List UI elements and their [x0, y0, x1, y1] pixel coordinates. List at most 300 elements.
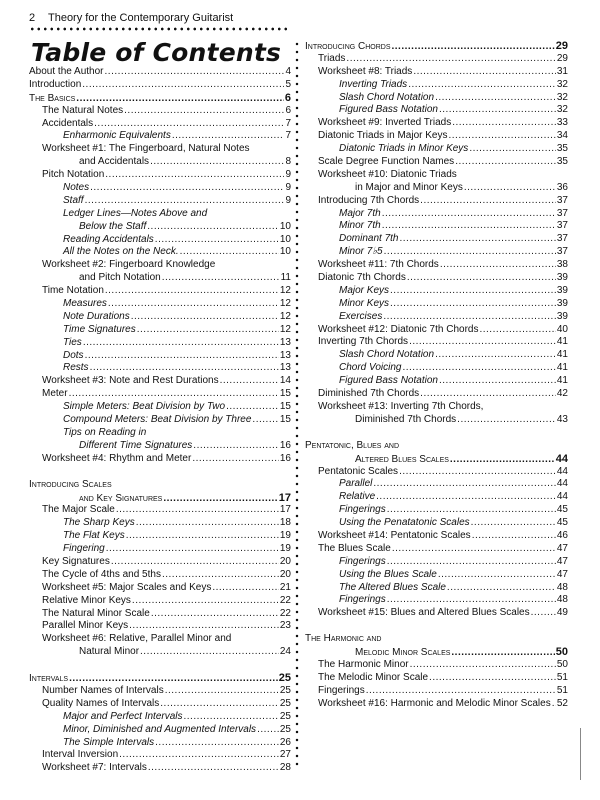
- toc-entry-title: Notes: [63, 182, 90, 194]
- toc-entry[interactable]: [29, 285, 291, 298]
- toc-page-number: 19: [279, 530, 291, 542]
- toc-page-number: 34: [556, 130, 568, 142]
- toc-entry-title: Worksheet #9: Inverted Triads: [318, 117, 452, 129]
- toc-page-number: 25: [279, 697, 291, 709]
- toc-page-number: 44: [555, 452, 568, 465]
- toc-page-number: 38: [556, 259, 568, 271]
- toc-page-number: 22: [279, 594, 291, 606]
- toc-page-number: 16: [279, 452, 291, 464]
- toc-entry-title: The Flat Keys: [63, 530, 125, 542]
- toc-entry[interactable]: [29, 556, 291, 569]
- toc-entry-title: Note Durations: [63, 310, 130, 322]
- toc-entry-title: Slash Chord Notation: [339, 91, 435, 103]
- toc-page-number: 39: [556, 310, 568, 322]
- toc-page-number: 42: [556, 388, 568, 400]
- toc-page-number: 43: [556, 413, 568, 425]
- toc-entry[interactable]: [305, 117, 568, 130]
- leader-dots: [390, 285, 556, 298]
- leader-dots: [410, 659, 556, 672]
- toc-page-number: 29: [555, 40, 568, 52]
- leader-dots: [69, 388, 279, 401]
- toc-entry-title: The Simple Intervals: [63, 736, 155, 748]
- toc-entry-title: Meter: [42, 388, 68, 400]
- leader-dots: [469, 143, 556, 156]
- toc-entry[interactable]: [29, 633, 291, 646]
- toc-entry-title: Diminished 7th Chords: [318, 388, 420, 400]
- toc-entry[interactable]: [29, 724, 291, 737]
- leader-dots: [382, 220, 556, 233]
- leader-dots: [150, 156, 284, 169]
- toc-entry[interactable]: [29, 504, 291, 517]
- toc-page-number: 20: [279, 555, 291, 567]
- toc-section-heading[interactable]: [29, 479, 291, 492]
- toc-page-number: 25: [279, 710, 291, 722]
- leader-dots: [376, 491, 556, 504]
- leader-dots: [132, 595, 279, 608]
- toc-page-number: 37: [556, 233, 568, 245]
- toc-entry[interactable]: [29, 737, 291, 750]
- leader-dots: [148, 762, 279, 775]
- toc-entry-title: Worksheet #7: Intervals: [42, 762, 147, 774]
- toc-entry-title: Rests: [63, 362, 89, 374]
- toc-entry[interactable]: [305, 362, 568, 375]
- toc-page-number: 45: [556, 504, 568, 516]
- leader-dots: [155, 234, 279, 247]
- toc-page-number: 7: [285, 117, 291, 129]
- margin-mark: [580, 728, 581, 780]
- toc-entry-title: Fingering: [63, 543, 105, 555]
- toc-entry-title: The Natural Minor Scale: [42, 607, 150, 619]
- toc-entry-title: Minor, Diminished and Augmented Intervals: [63, 723, 257, 735]
- toc-page-number: 37: [556, 220, 568, 232]
- toc-entry[interactable]: [29, 350, 291, 363]
- toc-page-number: 44: [556, 491, 568, 503]
- toc-entry[interactable]: [29, 595, 291, 608]
- toc-section-heading[interactable]: [305, 633, 568, 646]
- toc-entry[interactable]: [29, 246, 291, 259]
- toc-entry-title: Fingerings: [339, 504, 386, 516]
- toc-entry[interactable]: [305, 156, 568, 169]
- toc-entry[interactable]: [305, 298, 568, 311]
- toc-entry[interactable]: [29, 685, 291, 698]
- toc-entry[interactable]: [305, 169, 568, 182]
- leader-dots: [82, 79, 284, 92]
- toc-entry[interactable]: [29, 414, 291, 427]
- toc-entry[interactable]: [305, 466, 568, 479]
- toc-entry-title: Worksheet #14: Pentatonic Scales: [318, 529, 471, 541]
- toc-entry-title: Worksheet #2: Fingerboard Knowledge: [42, 259, 216, 271]
- toc-entry[interactable]: [305, 388, 568, 401]
- toc-entry-title: Worksheet #10: Diatonic Triads: [318, 168, 457, 180]
- leader-dots: [108, 298, 279, 311]
- toc-entry[interactable]: [29, 79, 291, 92]
- toc-entry-title: The Basics: [29, 92, 76, 104]
- toc-entry[interactable]: [29, 762, 291, 775]
- toc-left-column: [29, 66, 291, 775]
- toc-entry-title: Worksheet #16: Harmonic and Melodic Minor Scales: [318, 697, 551, 709]
- toc-entry[interactable]: [305, 543, 568, 556]
- toc-entry[interactable]: [29, 569, 291, 582]
- toc-page-number: 5: [285, 78, 291, 90]
- toc-entry-title: The Melodic Minor Scale: [318, 671, 429, 683]
- toc-section-heading[interactable]: [305, 453, 568, 466]
- toc-entry[interactable]: [305, 672, 568, 685]
- toc-entry[interactable]: [29, 324, 291, 337]
- leader-dots: [399, 233, 555, 246]
- leader-dots: [382, 208, 556, 221]
- toc-entry[interactable]: [305, 208, 568, 221]
- toc-entry[interactable]: [29, 311, 291, 324]
- leader-dots: [160, 698, 279, 711]
- toc-entry[interactable]: [29, 388, 291, 401]
- toc-entry-title: Introducing 7th Chords: [318, 194, 420, 206]
- toc-entry-title: Diatonic 7th Chords: [318, 272, 406, 284]
- leader-dots: [387, 594, 556, 607]
- toc-entry[interactable]: [29, 234, 291, 247]
- toc-entry-title: Number Names of Intervals: [42, 684, 164, 696]
- toc-entry-title: Introduction: [29, 78, 82, 90]
- toc-entry-title: Relative Minor Keys: [42, 594, 131, 606]
- toc-page-number: 37: [556, 194, 568, 206]
- page-title: Table of Contents: [31, 38, 282, 67]
- toc-page-number: 6: [285, 104, 291, 116]
- toc-entry-title: Parallel: [339, 478, 373, 490]
- toc-page-number: 23: [279, 620, 291, 632]
- leader-dots: [413, 66, 556, 79]
- toc-entry-title: Scale Degree Function Names: [318, 156, 455, 168]
- toc-entry[interactable]: [29, 195, 291, 208]
- toc-section-heading[interactable]: [29, 672, 291, 685]
- toc-entry[interactable]: [29, 620, 291, 633]
- toc-entry[interactable]: [305, 220, 568, 233]
- toc-entry[interactable]: [29, 646, 291, 659]
- toc-entry[interactable]: [305, 79, 568, 92]
- toc-page-number: 16: [279, 439, 291, 451]
- toc-entry[interactable]: [305, 233, 568, 246]
- toc-entry-title: Worksheet #11: 7th Chords: [318, 259, 439, 271]
- toc-page-number: 47: [556, 555, 568, 567]
- toc-entry-title: Minor 7th: [339, 220, 381, 232]
- toc-page-number: 41: [556, 349, 568, 361]
- toc-entry[interactable]: [305, 504, 568, 517]
- toc-entry[interactable]: [305, 607, 568, 620]
- leader-dots: [136, 517, 279, 530]
- toc-page-number: 49: [556, 607, 568, 619]
- toc-page-number: 32: [556, 91, 568, 103]
- toc-entry-title: Accidentals: [42, 117, 94, 129]
- toc-entry[interactable]: [29, 208, 291, 221]
- toc-entry[interactable]: [29, 530, 291, 543]
- toc-entry[interactable]: [305, 478, 568, 491]
- toc-page-number: 15: [279, 401, 291, 413]
- toc-entry[interactable]: [29, 517, 291, 530]
- toc-page-number: 26: [279, 736, 291, 748]
- toc-entry[interactable]: [29, 118, 291, 131]
- toc-entry-title: Compound Meters: Beat Division by Three: [63, 414, 252, 426]
- toc-entry-title: Triads: [318, 52, 346, 64]
- toc-entry-title: Key Signatures: [42, 555, 110, 567]
- leader-dots: [366, 685, 556, 698]
- toc-entry[interactable]: [305, 659, 568, 672]
- toc-entry[interactable]: [305, 517, 568, 530]
- toc-page-number: 25: [278, 672, 291, 685]
- leader-dots: [452, 117, 556, 130]
- toc-page-number: 33: [556, 117, 568, 129]
- toc-entry[interactable]: [305, 685, 568, 698]
- toc-entry-title: Minor 7♭5: [339, 246, 383, 258]
- leader-dots: [439, 375, 556, 388]
- leader-dots: [387, 504, 556, 517]
- leader-dots: [387, 556, 556, 569]
- toc-page-number: 14: [279, 375, 291, 387]
- leader-dots: [129, 620, 279, 633]
- toc-page-number: 40: [556, 323, 568, 335]
- leader-dots: [399, 466, 556, 479]
- toc-page-number: 13: [279, 336, 291, 348]
- leader-dots: [165, 685, 279, 698]
- leader-dots: [155, 737, 279, 750]
- leader-dots: [392, 543, 556, 556]
- toc-entry[interactable]: [29, 105, 291, 118]
- toc-section-heading[interactable]: [29, 492, 291, 505]
- leader-dots: [531, 607, 556, 620]
- toc-entry[interactable]: [29, 375, 291, 388]
- toc-entry-title: Diminished 7th Chords: [355, 413, 457, 425]
- leader-dots: [439, 104, 556, 117]
- toc-page-number: 41: [556, 336, 568, 348]
- toc-entry[interactable]: [29, 143, 291, 156]
- leader-dots: [479, 324, 555, 337]
- toc-entry[interactable]: [305, 285, 568, 298]
- toc-page-number: 45: [556, 517, 568, 529]
- toc-entry-title: All the Notes on the Neck.: [63, 246, 179, 258]
- toc-page-number: 39: [556, 284, 568, 296]
- toc-entry[interactable]: [29, 169, 291, 182]
- toc-entry[interactable]: [305, 375, 568, 388]
- toc-entry-title: The Sharp Keys: [63, 517, 135, 529]
- toc-page-number: 8: [285, 156, 291, 168]
- toc-entry-title: Melodic Minor Scales: [355, 647, 451, 659]
- toc-entry-title: Tips on Reading in: [63, 426, 147, 438]
- toc-entry-title: Fingerings: [339, 594, 386, 606]
- toc-page-number: 12: [279, 310, 291, 322]
- toc-entry[interactable]: [29, 401, 291, 414]
- toc-entry[interactable]: [305, 143, 568, 156]
- toc-entry-title: Enharmonic Equivalents: [63, 130, 171, 142]
- toc-entry-title: Figured Bass Notation: [339, 104, 438, 116]
- toc-page-number: 35: [556, 143, 568, 155]
- leader-dots: [126, 530, 279, 543]
- toc-entry-title: Major 7th: [339, 207, 381, 219]
- toc-entry[interactable]: [305, 349, 568, 362]
- leader-dots: [124, 105, 284, 118]
- leader-dots: [226, 401, 279, 414]
- leader-dots: [373, 478, 556, 491]
- header-dotted-rule: [29, 27, 288, 31]
- toc-page-number: 51: [556, 671, 568, 683]
- toc-entry[interactable]: [305, 324, 568, 337]
- toc-page-number: 21: [279, 581, 291, 593]
- toc-page-number: 37: [556, 246, 568, 258]
- toc-page-number: 47: [556, 542, 568, 554]
- toc-entry[interactable]: [305, 92, 568, 105]
- toc-page-number: 46: [556, 529, 568, 541]
- toc-entry[interactable]: [29, 608, 291, 621]
- toc-page-number: 9: [285, 194, 291, 206]
- toc-entry[interactable]: [29, 66, 291, 79]
- toc-entry-title: Ties: [63, 336, 82, 348]
- leader-dots: [85, 195, 285, 208]
- toc-page-number: 47: [556, 568, 568, 580]
- toc-entry[interactable]: [305, 272, 568, 285]
- leader-dots: [552, 698, 556, 711]
- leader-dots: [420, 388, 556, 401]
- leader-dots: [180, 246, 279, 259]
- toc-entry-title: Using the Blues Scale: [339, 568, 437, 580]
- toc-entry[interactable]: [305, 556, 568, 569]
- leader-dots: [408, 79, 556, 92]
- toc-entry-title: The Major Scale: [42, 504, 115, 516]
- toc-entry[interactable]: [305, 336, 568, 349]
- leader-dots: [252, 414, 278, 427]
- toc-entry[interactable]: [29, 543, 291, 556]
- toc-entry[interactable]: [305, 246, 568, 259]
- section-gap: [305, 427, 568, 440]
- toc-entry[interactable]: [305, 698, 568, 711]
- toc-page-number: 29: [556, 52, 568, 64]
- toc-entry[interactable]: [29, 362, 291, 375]
- toc-entry-title: Minor Keys: [339, 297, 390, 309]
- toc-page-number: 39: [556, 297, 568, 309]
- toc-section-heading[interactable]: [305, 646, 568, 659]
- toc-entry[interactable]: [305, 53, 568, 66]
- leader-dots: [90, 362, 279, 375]
- leader-dots: [447, 582, 556, 595]
- leader-dots: [90, 182, 284, 195]
- toc-entry-title: Relative: [339, 491, 376, 503]
- toc-entry-title: The Natural Notes: [42, 104, 124, 116]
- toc-entry[interactable]: [305, 414, 568, 427]
- toc-entry[interactable]: [29, 272, 291, 285]
- toc-entry-title: The Blues Scale: [318, 542, 391, 554]
- toc-page-number: 4: [285, 66, 291, 77]
- leader-dots: [384, 246, 556, 259]
- leader-dots: [438, 569, 556, 582]
- toc-entry[interactable]: [29, 582, 291, 595]
- toc-entry[interactable]: [29, 749, 291, 762]
- toc-entry-title: and Pitch Notation: [79, 272, 161, 284]
- toc-entry[interactable]: [29, 427, 291, 440]
- toc-entry[interactable]: [29, 711, 291, 724]
- toc-entry-title: Time Notation: [42, 285, 104, 297]
- toc-page-number: 12: [279, 298, 291, 310]
- leader-dots: [471, 517, 556, 530]
- toc-entry[interactable]: [305, 259, 568, 272]
- toc-entry[interactable]: [305, 195, 568, 208]
- toc-entry[interactable]: [29, 259, 291, 272]
- toc-page-number: 13: [279, 362, 291, 374]
- toc-page-number: 20: [279, 568, 291, 580]
- toc-entry[interactable]: [29, 453, 291, 466]
- toc-entry-title: Diatonic Triads in Major Keys: [318, 130, 448, 142]
- toc-entry-title: Simple Meters: Beat Division by Two: [63, 401, 226, 413]
- toc-entry[interactable]: [305, 530, 568, 543]
- toc-entry-title: Using the Penatatonic Scales: [339, 517, 470, 529]
- toc-entry[interactable]: [305, 491, 568, 504]
- leader-dots: [147, 221, 279, 234]
- toc-page-number: 7: [285, 130, 291, 142]
- toc-page-number: 10: [279, 220, 291, 232]
- toc-page-number: 22: [279, 607, 291, 619]
- toc-entry-title: Fingerings: [318, 684, 365, 696]
- toc-entry[interactable]: [29, 221, 291, 234]
- toc-entry-title: The Harmonic and: [305, 633, 382, 645]
- toc-entry[interactable]: [305, 130, 568, 143]
- leader-dots: [435, 92, 556, 105]
- toc-entry-title: Natural Minor: [79, 646, 140, 658]
- leader-dots: [119, 749, 279, 762]
- toc-entry[interactable]: [29, 337, 291, 350]
- toc-entry[interactable]: [305, 66, 568, 79]
- toc-entry-title: Fingerings: [339, 555, 386, 567]
- toc-entry[interactable]: [29, 156, 291, 169]
- toc-entry[interactable]: [29, 298, 291, 311]
- toc-right-column: [305, 40, 568, 711]
- leader-dots: [429, 672, 556, 685]
- toc-entry-title: Worksheet #4: Rhythm and Meter: [42, 452, 192, 464]
- toc-page-number: 17: [278, 491, 291, 504]
- toc-page-number: 6: [284, 91, 291, 104]
- toc-entry-title: Worksheet #8: Triads: [318, 65, 413, 77]
- leader-dots: [137, 324, 279, 337]
- toc-entry[interactable]: [29, 440, 291, 453]
- toc-page-number: 44: [556, 465, 568, 477]
- toc-entry[interactable]: [305, 401, 568, 414]
- toc-entry-title: Introducing Scales: [29, 478, 112, 490]
- section-gap: [29, 466, 291, 479]
- toc-section-heading[interactable]: [305, 440, 568, 453]
- toc-entry-title: Staff: [63, 194, 84, 206]
- toc-entry[interactable]: [29, 182, 291, 195]
- toc-entry[interactable]: [29, 698, 291, 711]
- toc-entry-title: The Altered Blues Scale: [339, 581, 446, 593]
- leader-dots: [257, 724, 279, 737]
- toc-entry-title: Reading Accidentals: [63, 233, 154, 245]
- toc-entry[interactable]: [305, 311, 568, 324]
- toc-page-number: 27: [279, 749, 291, 761]
- leader-dots: [383, 311, 556, 324]
- toc-entry-title: Parallel Minor Keys: [42, 620, 129, 632]
- toc-section-heading[interactable]: [29, 92, 291, 105]
- toc-entry-title: Figured Bass Notation: [339, 375, 438, 387]
- toc-page-number: 10: [279, 246, 291, 258]
- toc-entry-title: Pentatonic, Blues and: [305, 439, 400, 451]
- toc-entry[interactable]: [305, 569, 568, 582]
- toc-entry[interactable]: [305, 104, 568, 117]
- leader-dots: [172, 130, 285, 143]
- toc-entry-title: Ledger Lines—Notes Above and: [63, 207, 208, 219]
- toc-entry[interactable]: [305, 594, 568, 607]
- toc-entry[interactable]: [29, 130, 291, 143]
- toc-entry[interactable]: [305, 582, 568, 595]
- toc-section-heading[interactable]: [305, 40, 568, 53]
- toc-entry-title: Inverting Triads: [339, 78, 408, 90]
- toc-entry-title: Exercises: [339, 310, 383, 322]
- toc-entry[interactable]: [305, 182, 568, 195]
- toc-entry-title: Measures: [63, 298, 107, 310]
- leader-dots: [131, 311, 279, 324]
- toc-entry-title: Intervals: [29, 673, 69, 685]
